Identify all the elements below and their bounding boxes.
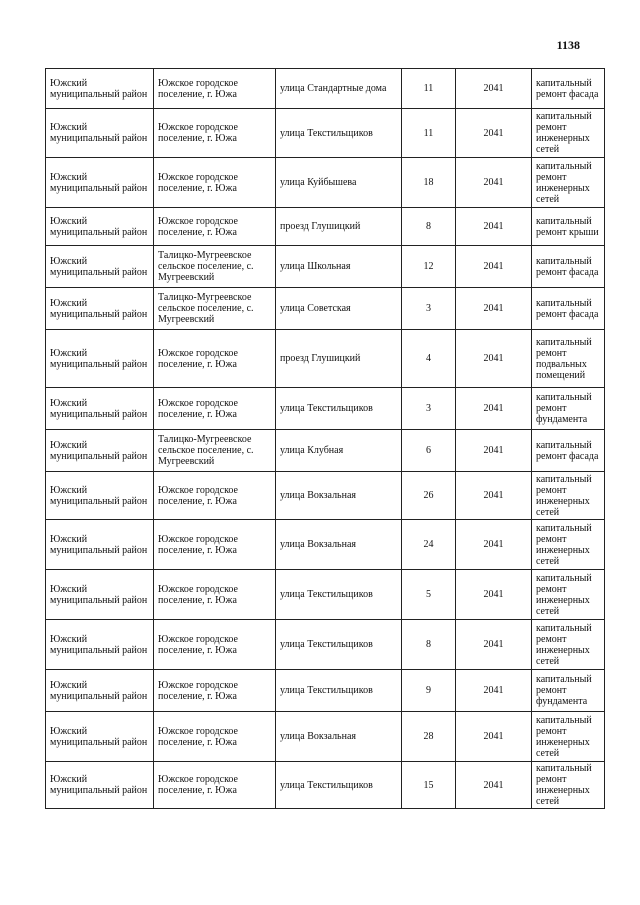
house-number-cell: 15 — [402, 762, 456, 809]
table-row — [46, 520, 605, 570]
street-cell: улица Текстильщиков — [276, 620, 402, 670]
settlement-cell: Южское городское поселение, г. Южа — [154, 330, 276, 388]
work-type-cell: капитальный ремонт инженерных сетей — [532, 762, 605, 809]
year-cell: 2041 — [456, 69, 532, 109]
district-cell: Южский муниципальный район — [46, 246, 154, 288]
district-cell: Южский муниципальный район — [46, 109, 154, 158]
settlement-cell: Южское городское поселение, г. Южа — [154, 570, 276, 620]
table-row — [46, 430, 605, 472]
table-body — [46, 69, 605, 809]
house-number-cell: 28 — [402, 712, 456, 762]
settlement-cell: Южское городское поселение, г. Южа — [154, 388, 276, 430]
year-cell: 2041 — [456, 712, 532, 762]
work-type-cell: капитальный ремонт фасада — [532, 288, 605, 330]
settlement-cell: Южское городское поселение, г. Южа — [154, 670, 276, 712]
street-cell: улица Текстильщиков — [276, 570, 402, 620]
district-cell: Южский муниципальный район — [46, 570, 154, 620]
year-cell: 2041 — [456, 762, 532, 809]
street-cell: улица Советская — [276, 288, 402, 330]
table-row — [46, 69, 605, 109]
work-type-cell: капитальный ремонт фасада — [532, 69, 605, 109]
house-number-cell: 12 — [402, 246, 456, 288]
district-cell: Южский муниципальный район — [46, 330, 154, 388]
year-cell: 2041 — [456, 520, 532, 570]
district-cell: Южский муниципальный район — [46, 208, 154, 246]
street-cell: улица Школьная — [276, 246, 402, 288]
house-number-cell: 11 — [402, 109, 456, 158]
settlement-cell: Южское городское поселение, г. Южа — [154, 472, 276, 520]
settlement-cell: Южское городское поселение, г. Южа — [154, 712, 276, 762]
settlement-cell: Южское городское поселение, г. Южа — [154, 762, 276, 809]
year-cell: 2041 — [456, 670, 532, 712]
district-cell: Южский муниципальный район — [46, 472, 154, 520]
work-type-cell: капитальный ремонт фундамента — [532, 388, 605, 430]
street-cell: улица Текстильщиков — [276, 670, 402, 712]
table-row — [46, 388, 605, 430]
housing-repair-table — [45, 68, 605, 809]
street-cell: улица Вокзальная — [276, 472, 402, 520]
year-cell: 2041 — [456, 570, 532, 620]
settlement-cell: Южское городское поселение, г. Южа — [154, 208, 276, 246]
house-number-cell: 3 — [402, 288, 456, 330]
table-row — [46, 670, 605, 712]
table-row — [46, 620, 605, 670]
settlement-cell: Южское городское поселение, г. Южа — [154, 520, 276, 570]
work-type-cell: капитальный ремонт инженерных сетей — [532, 520, 605, 570]
year-cell: 2041 — [456, 388, 532, 430]
table-row — [46, 246, 605, 288]
district-cell: Южский муниципальный район — [46, 388, 154, 430]
table-row — [46, 158, 605, 208]
house-number-cell: 18 — [402, 158, 456, 208]
year-cell: 2041 — [456, 288, 532, 330]
year-cell: 2041 — [456, 330, 532, 388]
district-cell: Южский муниципальный район — [46, 69, 154, 109]
street-cell: улица Вокзальная — [276, 712, 402, 762]
work-type-cell: капитальный ремонт инженерных сетей — [532, 620, 605, 670]
street-cell: улица Текстильщиков — [276, 109, 402, 158]
work-type-cell: капитальный ремонт инженерных сетей — [532, 158, 605, 208]
table-row — [46, 712, 605, 762]
street-cell: улица Стандартные дома — [276, 69, 402, 109]
street-cell: проезд Глушицкий — [276, 208, 402, 246]
work-type-cell: капитальный ремонт крыши — [532, 208, 605, 246]
house-number-cell: 6 — [402, 430, 456, 472]
street-cell: улица Текстильщиков — [276, 762, 402, 809]
street-cell: улица Клубная — [276, 430, 402, 472]
street-cell: улица Текстильщиков — [276, 388, 402, 430]
work-type-cell: капитальный ремонт подвальных помещений — [532, 330, 605, 388]
house-number-cell: 8 — [402, 620, 456, 670]
house-number-cell: 11 — [402, 69, 456, 109]
settlement-cell: Талицко-Мугреевское сельское поселение, с. Мугреевский — [154, 246, 276, 288]
house-number-cell: 3 — [402, 388, 456, 430]
district-cell: Южский муниципальный район — [46, 520, 154, 570]
settlement-cell: Талицко-Мугреевское сельское поселение, с. Мугреевский — [154, 430, 276, 472]
district-cell: Южский муниципальный район — [46, 712, 154, 762]
table-row — [46, 330, 605, 388]
house-number-cell: 9 — [402, 670, 456, 712]
settlement-cell: Южское городское поселение, г. Южа — [154, 109, 276, 158]
work-type-cell: капитальный ремонт инженерных сетей — [532, 109, 605, 158]
settlement-cell: Южское городское поселение, г. Южа — [154, 620, 276, 670]
table-row — [46, 208, 605, 246]
house-number-cell: 5 — [402, 570, 456, 620]
work-type-cell: капитальный ремонт инженерных сетей — [532, 712, 605, 762]
year-cell: 2041 — [456, 246, 532, 288]
district-cell: Южский муниципальный район — [46, 430, 154, 472]
year-cell: 2041 — [456, 430, 532, 472]
street-cell: проезд Глушицкий — [276, 330, 402, 388]
work-type-cell: капитальный ремонт инженерных сетей — [532, 570, 605, 620]
year-cell: 2041 — [456, 158, 532, 208]
settlement-cell: Южское городское поселение, г. Южа — [154, 69, 276, 109]
work-type-cell: капитальный ремонт фасада — [532, 430, 605, 472]
page-number: 1138 — [556, 38, 580, 52]
year-cell: 2041 — [456, 620, 532, 670]
year-cell: 2041 — [456, 109, 532, 158]
work-type-cell: капитальный ремонт фасада — [532, 246, 605, 288]
work-type-cell: капитальный ремонт фундамента — [532, 670, 605, 712]
house-number-cell: 24 — [402, 520, 456, 570]
street-cell: улица Вокзальная — [276, 520, 402, 570]
district-cell: Южский муниципальный район — [46, 620, 154, 670]
house-number-cell: 8 — [402, 208, 456, 246]
table-row — [46, 570, 605, 620]
year-cell: 2041 — [456, 472, 532, 520]
settlement-cell: Талицко-Мугреевское сельское поселение, с. Мугреевский — [154, 288, 276, 330]
table-row — [46, 109, 605, 158]
table-row — [46, 472, 605, 520]
house-number-cell: 4 — [402, 330, 456, 388]
district-cell: Южский муниципальный район — [46, 670, 154, 712]
work-type-cell: капитальный ремонт инженерных сетей — [532, 472, 605, 520]
district-cell: Южский муниципальный район — [46, 158, 154, 208]
year-cell: 2041 — [456, 208, 532, 246]
street-cell: улица Куйбышева — [276, 158, 402, 208]
table-row — [46, 288, 605, 330]
district-cell: Южский муниципальный район — [46, 762, 154, 809]
district-cell: Южский муниципальный район — [46, 288, 154, 330]
table-row — [46, 762, 605, 809]
house-number-cell: 26 — [402, 472, 456, 520]
settlement-cell: Южское городское поселение, г. Южа — [154, 158, 276, 208]
